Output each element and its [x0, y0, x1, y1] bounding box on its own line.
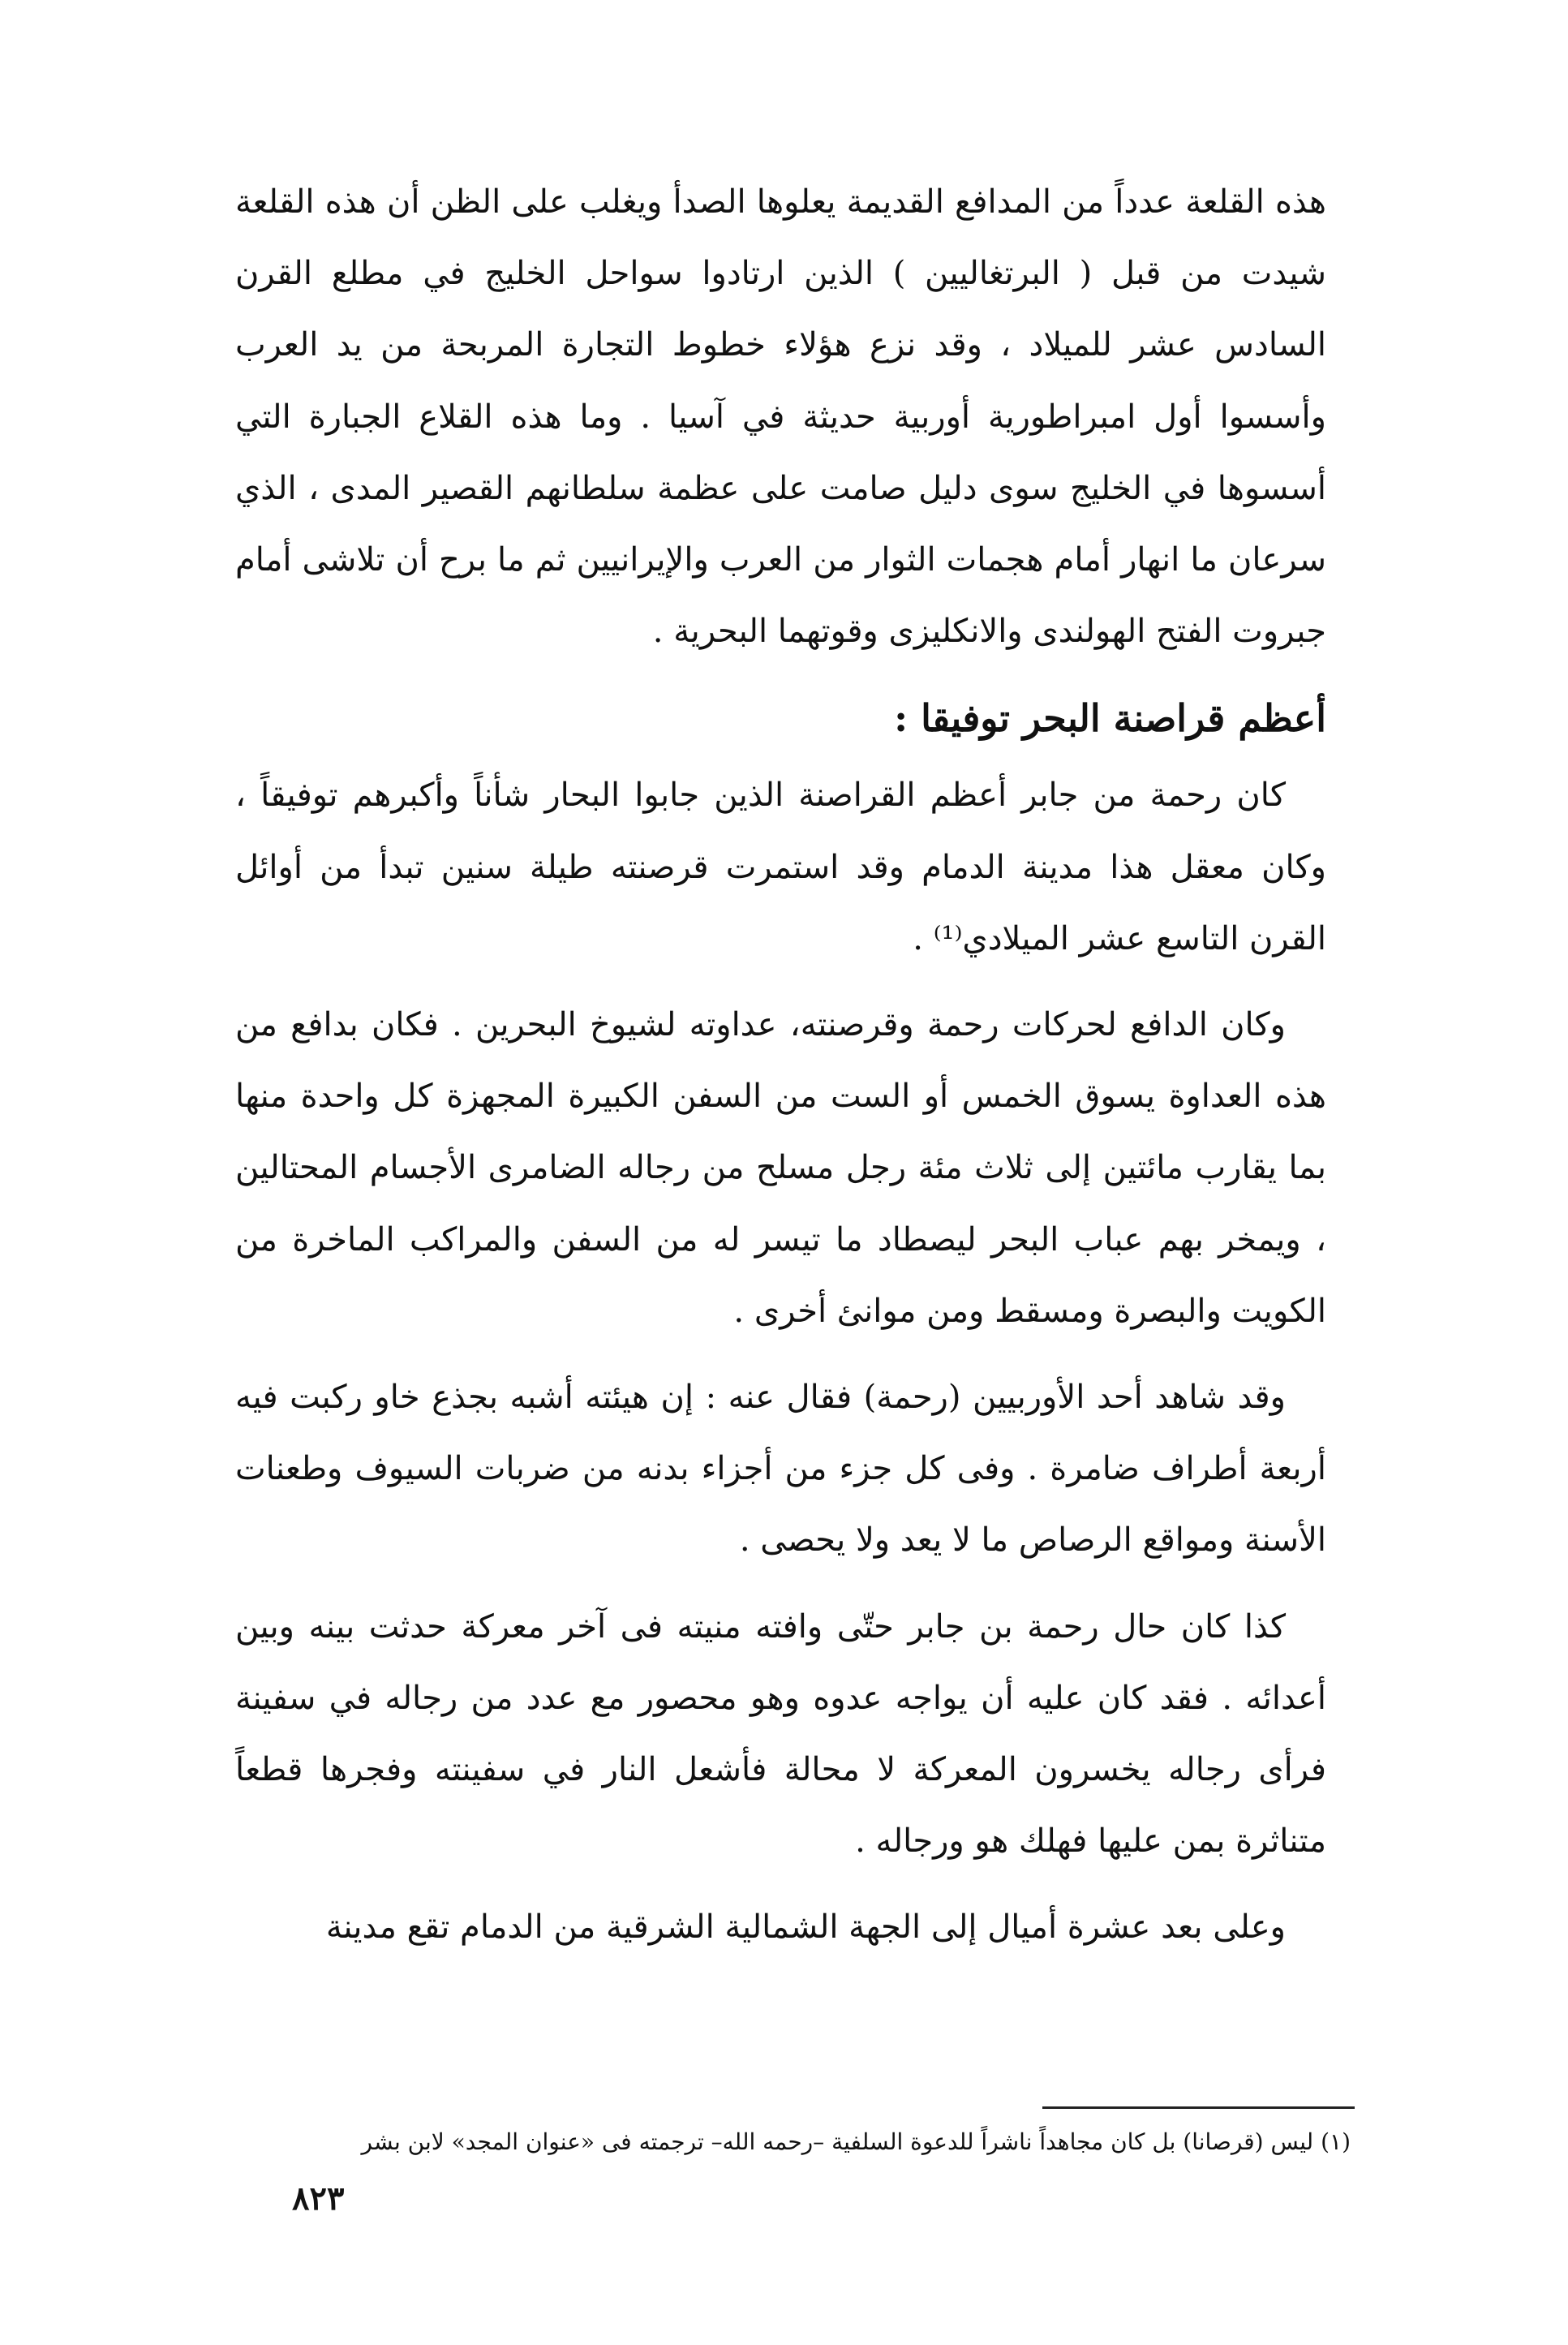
paragraph-2: كان رحمة من جابر أعظم القراصنة الذين جابوا البحار شأناً وأكبرهم توفيقاً ، وكان معقل هذا مدينة الدمام وقد استمرت قرصنته طيلة سنين تبدأ من أوائل القرن التاسع عشر الميلادي⁽¹⁾ . [235, 777, 1326, 957]
section-heading: أعظم قراصنة البحر توفيقا : [894, 696, 1326, 741]
main-text [235, 166, 1326, 1964]
footnote: (١) ليس (قرصانا) بل كان مجاهداً ناشراً للدعوة السلفية –رحمه الله– ترجمته فى «عنوان المجد» لابن بشر [361, 2128, 1351, 2155]
paragraph-4: وقد شاهد أحد الأوربيين (رحمة) فقال عنه : إن هيئته أشبه بجذع خاو ركبت فيه أربعة أطراف ضامرة . وفى كل جزء من أجزاء بدنه من ضربات السيوف وطعنات الأسنة ومواقع الرصاص ما لا يعد ولا يحصى . [235, 1379, 1326, 1560]
paragraph-5: كذا كان حال رحمة بن جابر حتّى وافته منيته فى آخر معركة حدثت بينه وبين أعدائه . فقد كان عليه أن يواجه عدوه وهو محصور مع عدد من رجاله في سفينة فرأى رجاله يخسرون المعركة لا محالة فأشعل النار في سفينته وفجرها قطعاً متناثرة بمن عليها فهلك هو ورجاله . [235, 1607, 1326, 1861]
paragraph-3: وكان الدافع لحركات رحمة وقرصنته، عداوته لشيوخ البحرين . فكان بدافع من هذه العداوة يسوق الخمس أو الست من السفن الكبيرة المجهزة كل واحدة منها بما يقارب مائتين إلى ثلاث مئة رجل مسلح من رجاله الضامرى الأجسام المحتالين ، ويمخر بهم عباب البحر ليصطاد ما تيسر له من السفن والمراكب الماخرة من الكويت والبصرة ومسقط ومن موانئ أخرى . [235, 1006, 1326, 1330]
paragraph-6: وعلى بعد عشرة أميال إلى الجهة الشمالية الشرقية من الدمام تقع مدينة [325, 1908, 1286, 1947]
footnote-divider [1042, 2106, 1355, 2109]
page-number: ٨٢٣ [292, 2179, 345, 2218]
paragraph-1: هذه القلعة عدداً من المدافع القديمة يعلوها الصدأ ويغلب على الظن أن هذه القلعة شيدت من قبل ( البرتغاليين ) الذين ارتادوا سواحل الخليج في مطلع القرن السادس عشر للميلاد ، وقد نزع هؤلاء خطوط التجارة المربحة من يد العرب وأسسوا أول امبراطورية أوربية حديثة في آسيا . وما هذه القلاع الجبارة التي أسسوها في الخليج سوى دليل صامت على عظمة سلطانهم القصير المدى ، الذي سرعان ما انهار أمام هجمات الثوار من العرب والإيرانيين ثم ما برح أن تلاشى أمام جبروت الفتح الهولندى والانكليزى وقوتهما البحرية . [235, 183, 1326, 651]
